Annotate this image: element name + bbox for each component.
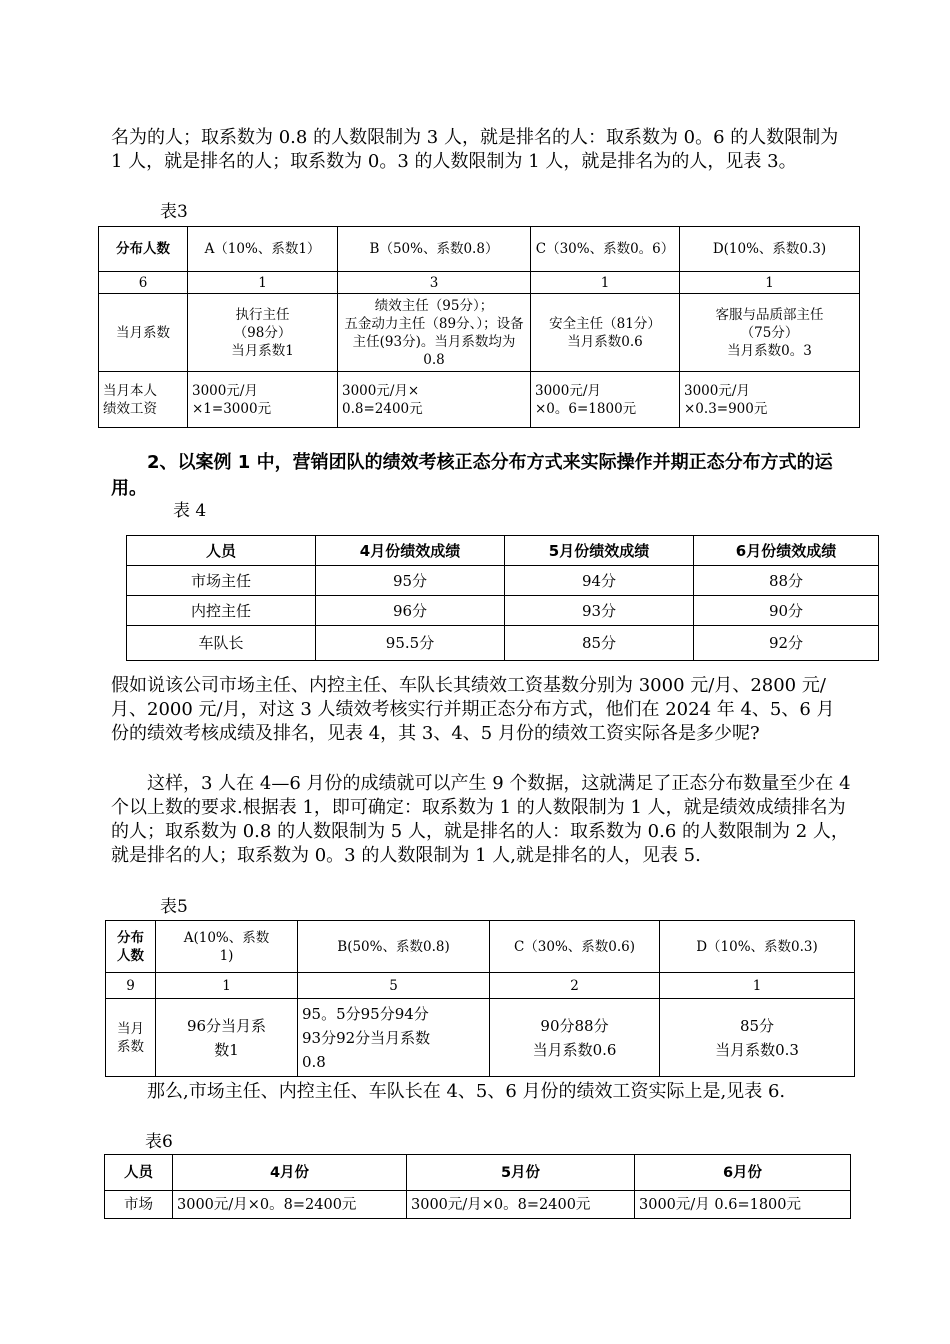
table-6-header: 人员	[105, 1155, 173, 1191]
paragraph-4: 那么,市场主任、内控主任、车队长在 4、5、6 月份的绩效工资实际上是,见表 6.	[147, 1081, 786, 1102]
table-5-cell: 90分88分 当月系数0.6	[490, 999, 660, 1077]
table-3-cell: 1	[188, 272, 338, 294]
table-6-caption: 表6	[145, 1132, 173, 1152]
table-4-header: 4月份绩效成绩	[316, 536, 505, 566]
table-4-cell: 94分	[505, 566, 694, 596]
table-3-header: D(10%、系数0.3)	[680, 227, 860, 272]
table-5-cell: 当月 系数	[106, 999, 156, 1077]
table-4-cell: 内控主任	[127, 596, 316, 626]
table-4-header: 人员	[127, 536, 316, 566]
table-4-cell: 95分	[316, 566, 505, 596]
table-5-cell: 95。5分95分94分 93分92分当月系数 0.8	[298, 999, 490, 1077]
table-5-cell: 5	[298, 973, 490, 999]
table-6	[104, 1154, 851, 1219]
table-3-cell: 3000元/月 ×1=3000元	[188, 372, 338, 428]
table-5-header: A(10%、系数 1)	[156, 921, 298, 973]
table-3-header: C（30%、系数0。6）	[531, 227, 680, 272]
table-5-header: C（30%、系数0.6)	[490, 921, 660, 973]
table-3-cell: 当月本人 绩效工资	[99, 372, 188, 428]
table-5-cell: 96分当月系 数1	[156, 999, 298, 1077]
table-5-header: B(50%、系数0.8)	[298, 921, 490, 973]
table-3-cell: 安全主任（81分） 当月系数0.6	[531, 294, 680, 372]
table-4-cell: 96分	[316, 596, 505, 626]
table-3	[98, 226, 860, 428]
table-4-cell: 市场主任	[127, 566, 316, 596]
table-3-cell: 绩效主任（95分）； 五金动力主任（89分、）；设备主任(93分)。当月系数均为0.8	[338, 294, 531, 372]
table-3-caption: 表3	[160, 202, 188, 222]
table-4-cell: 88分	[694, 566, 879, 596]
table-4-cell: 93分	[505, 596, 694, 626]
table-5-header: 分布 人数	[106, 921, 156, 973]
table-3-cell: 客服与品质部主任 （75分） 当月系数0。3	[680, 294, 860, 372]
table-5-cell: 9	[106, 973, 156, 999]
table-3-cell: 1	[680, 272, 860, 294]
table-3-cell: 3	[338, 272, 531, 294]
table-3-cell: 3000元/月 ×0。6=1800元	[531, 372, 680, 428]
table-4	[126, 535, 879, 661]
table-6-header: 6月份	[635, 1155, 851, 1191]
table-4-caption: 表 4	[173, 501, 207, 521]
table-6-header: 4月份	[173, 1155, 407, 1191]
table-5-cell: 85分 当月系数0.3	[660, 999, 855, 1077]
table-3-cell: 当月系数	[99, 294, 188, 372]
table-4-cell: 90分	[694, 596, 879, 626]
paragraph-1: 名为的人；取系数为 0.8 的人数限制为 3 人，就是排名的人：取系数为 0。6 的人数限制为 1 人，就是排名的人；取系数为 0。3 的人数限制为 1 人，就是排名为的人，见表 3。	[111, 127, 839, 172]
table-6-cell: 3000元/月 0.6=1800元	[635, 1191, 851, 1219]
table-3-cell: 1	[531, 272, 680, 294]
table-5-cell: 1	[156, 973, 298, 999]
section-heading: 2、以案例 1 中，营销团队的绩效考核正态分布方式来实际操作并期正态分布方式的运用。	[111, 452, 833, 499]
table-6-cell: 3000元/月×0。8=2400元	[173, 1191, 407, 1219]
table-6-header: 5月份	[407, 1155, 635, 1191]
table-3-cell: 3000元/月 ×0.3=900元	[680, 372, 860, 428]
table-4-cell: 92分	[694, 626, 879, 661]
table-6-cell: 市场	[105, 1191, 173, 1219]
table-6-cell: 3000元/月×0。8=2400元	[407, 1191, 635, 1219]
table-3-header: 分布人数	[99, 227, 188, 272]
table-3-header: A（10%、系数1）	[188, 227, 338, 272]
table-3-cell: 执行主任 （98分） 当月系数1	[188, 294, 338, 372]
table-3-cell: 6	[99, 272, 188, 294]
table-5	[105, 920, 855, 1077]
paragraph-3: 这样，3 人在 4—6 月份的成绩就可以产生 9 个数据，这就满足了正态分布数量至少在 4 个以上数的要求.根据表 1，即可确定：取系数为 1 的人数限制为 1 人，就是绩效成绩排名为的人；取系数为 0.8 的人数限制为 5 人，就是排名的人：取系数为 0.6 的人数限制为 2 人，就是排名的人；取系数为 0。3 的人数限制为 1 人,就是排名的人，见表 5.	[111, 773, 851, 866]
table-4-cell: 95.5分	[316, 626, 505, 661]
table-5-caption: 表5	[160, 897, 188, 917]
table-3-header: B（50%、系数0.8）	[338, 227, 531, 272]
table-4-cell: 车队长	[127, 626, 316, 661]
table-5-cell: 1	[660, 973, 855, 999]
table-4-cell: 85分	[505, 626, 694, 661]
table-5-cell: 2	[490, 973, 660, 999]
table-5-header: D（10%、系数0.3)	[660, 921, 855, 973]
table-4-header: 5月份绩效成绩	[505, 536, 694, 566]
table-4-header: 6月份绩效成绩	[694, 536, 879, 566]
table-3-cell: 3000元/月× 0.8=2400元	[338, 372, 531, 428]
paragraph-2: 假如说该公司市场主任、内控主任、车队长其绩效工资基数分别为 3000 元/月、2800 元/月、2000 元/月，对这 3 人绩效考核实行并期正态分布方式，他们在 2024 年 4、5、6 月份的绩效考核成绩及排名，见表 4，其 3、4、5 月份的绩效工资实际各是多少呢?	[111, 675, 835, 744]
